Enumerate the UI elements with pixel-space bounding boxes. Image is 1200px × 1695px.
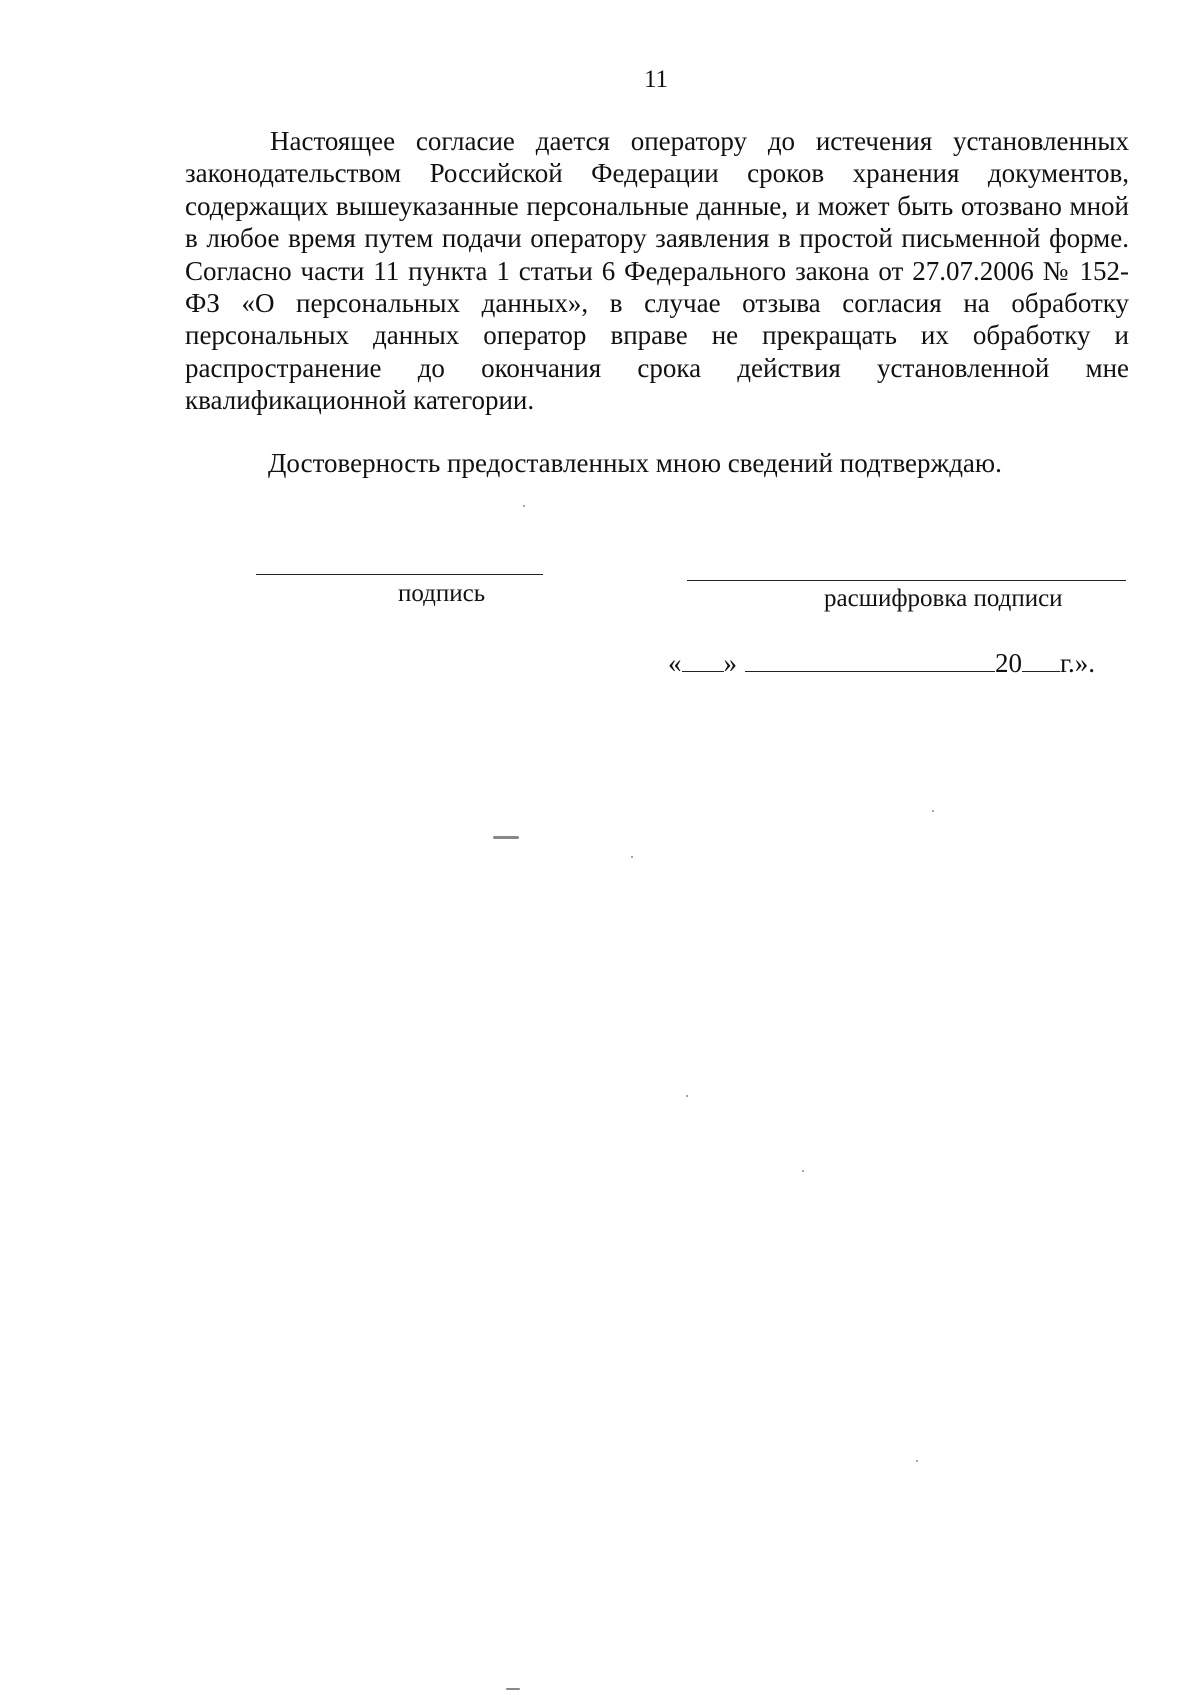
scan-speck bbox=[506, 1688, 520, 1690]
date-line bbox=[668, 648, 1095, 679]
scan-speck bbox=[916, 1460, 918, 1462]
year-suffix: г.». bbox=[1060, 648, 1096, 678]
date-open-quote: « bbox=[668, 648, 682, 678]
scan-speck bbox=[523, 505, 525, 507]
scan-speck bbox=[802, 1170, 804, 1172]
signature-line bbox=[256, 574, 543, 575]
consent-paragraph: Настоящее согласие дается оператору до истечения установленных законодательством Российской Федерации сроков хранения документов, содержащих вышеуказанные персональные данные, и может быть отозвано мной в любое время путем подачи оператору заявления в простой письменной форме. Согласно части 11 пункта 1 статьи 6 Федерального закона от 27.07.2006 № 152-ФЗ «О персональных данных», в случае отзыва согласия на обработку персональных данных оператор вправе не прекращать их обработку и распространение до окончания срока действия установленной мне квалификационной категории. bbox=[185, 126, 1129, 416]
page-number: 11 bbox=[643, 66, 669, 93]
scan-speck bbox=[932, 810, 934, 812]
day-blank bbox=[682, 649, 724, 672]
scan-speck bbox=[686, 1095, 688, 1097]
year-prefix: 20 bbox=[995, 648, 1022, 678]
confirmation-statement: Достоверность предоставленных мною сведений подтверждаю. bbox=[268, 448, 1002, 478]
month-blank bbox=[745, 649, 995, 672]
scan-speck bbox=[493, 836, 519, 839]
signature-decoding-caption: расшифровка подписи bbox=[824, 585, 1063, 612]
date-close-quote: » bbox=[723, 648, 737, 678]
signature-decoding-line bbox=[687, 580, 1126, 581]
year-blank bbox=[1022, 649, 1060, 672]
scan-speck bbox=[631, 856, 633, 858]
signature-caption: подпись bbox=[398, 580, 486, 607]
